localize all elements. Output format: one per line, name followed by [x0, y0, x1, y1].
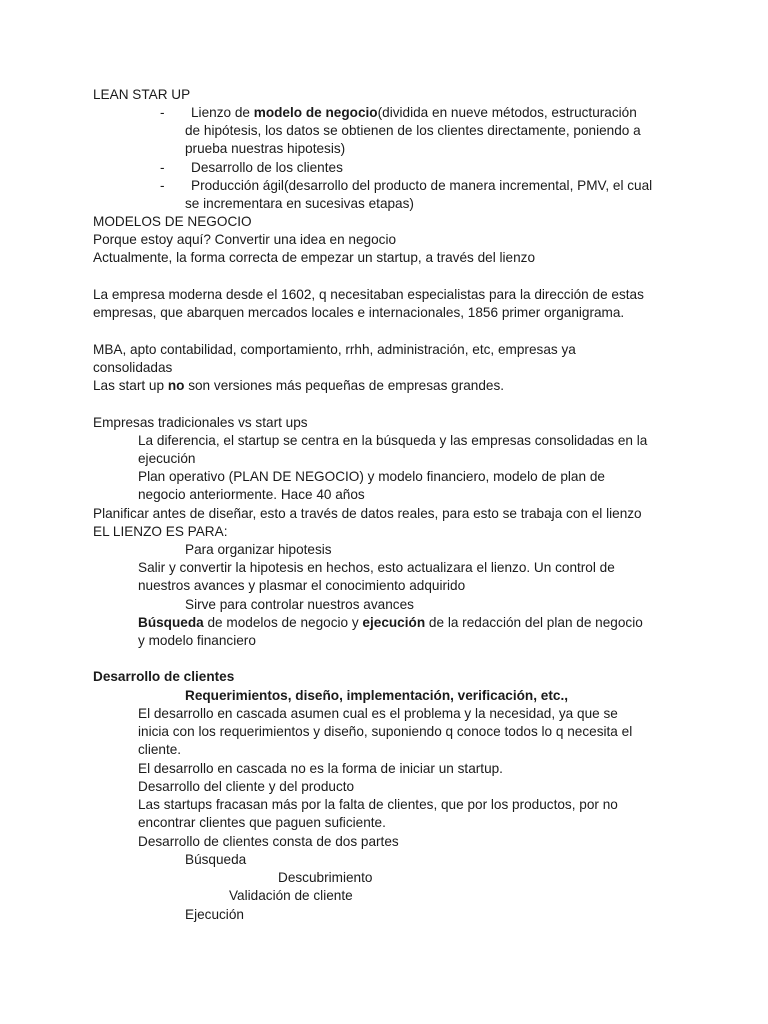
cascada-no-line: El desarrollo en cascada no es la forma de iniciar un startup. — [138, 761, 503, 776]
requerimientos-line: Requerimientos, diseño, implementación, verificación, etc., — [185, 688, 568, 703]
descubrimiento-item: Descubrimiento — [278, 870, 373, 885]
bullet-produccion-line1: Producción ágil(desarrollo del producto de manera incremental, PMV, el cual — [191, 178, 653, 193]
mba-line1: MBA, apto contabilidad, comportamiento, rrhh, administración, etc, empresas ya — [93, 342, 576, 357]
busqueda-line1: Búsqueda de modelos de negocio y ejecución de la redacción del plan de negocio — [138, 615, 643, 630]
empresa-moderna-line1: La empresa moderna desde el 1602, q necesitaban especialistas para la dirección de estas — [93, 287, 644, 302]
validacion-item: Validación de cliente — [229, 888, 353, 903]
organizar-line: Para organizar hipotesis — [185, 542, 332, 557]
mba-line2: consolidadas — [93, 360, 173, 375]
bullet-desarrollo: Desarrollo de los clientes — [191, 160, 343, 175]
cascada-line2: inicia con los requerimientos y diseño, suponiendo q conoce todos lo q necesita el — [138, 724, 633, 739]
document-title: LEAN STAR UP — [93, 87, 191, 102]
salir-line2: nuestros avances y plasmar el conocimiento adquirido — [138, 578, 466, 593]
bullet-lienzo-line3: prueba nuestras hipotesis) — [185, 141, 346, 156]
bullet-dash: - — [160, 105, 165, 120]
plan-line2: negocio anteriormente. Hace 40 años — [138, 487, 365, 502]
fracasan-line1: Las startups fracasan más por la falta de clientes, que por los productos, por no — [138, 797, 618, 812]
busqueda-item: Búsqueda — [185, 852, 247, 867]
diferencia-line2: ejecución — [138, 451, 196, 466]
busqueda-line2: y modelo financiero — [138, 633, 256, 648]
modelos-heading: MODELOS DE NEGOCIO — [93, 214, 252, 229]
bullet-lienzo-line1: Lienzo de modelo de negocio(dividida en nueve métodos, estructuración — [191, 105, 637, 120]
tradicionales-line: Empresas tradicionales vs start ups — [93, 415, 308, 430]
fracasan-line2: encontrar clientes que paguen suficiente. — [138, 815, 386, 830]
consta-line: Desarrollo de clientes consta de dos partes — [138, 834, 399, 849]
planificar-line: Planificar antes de diseñar, esto a través de datos reales, para esto se trabaja con el lienzo — [93, 506, 642, 521]
desarrollo-cliente-line: Desarrollo del cliente y del producto — [138, 779, 355, 794]
lienzo-para-line: EL LIENZO ES PARA: — [93, 524, 228, 539]
desarrollo-heading: Desarrollo de clientes — [93, 669, 235, 684]
ejecucion-item: Ejecución — [185, 907, 244, 922]
cascada-line3: cliente. — [138, 742, 182, 757]
cascada-line1: El desarrollo en cascada asumen cual es el problema y la necesidad, ya que se — [138, 706, 618, 721]
startups-line: Las start up no son versiones más pequeñas de empresas grandes. — [93, 378, 505, 393]
sirve-line: Sirve para controlar nuestros avances — [185, 597, 414, 612]
empresa-moderna-line2: empresas, que abarquen mercados locales e internacionales, 1856 primer organigrama. — [93, 305, 625, 320]
diferencia-line1: La diferencia, el startup se centra en la búsqueda y las empresas consolidadas en la — [138, 433, 648, 448]
bullet-dash: - — [160, 160, 165, 175]
bullet-dash: - — [160, 178, 165, 193]
porque-line: Porque estoy aquí? Convertir una idea en negocio — [93, 232, 397, 247]
bullet-lienzo-line2: de hipótesis, los datos se obtienen de los clientes directamente, poniendo a — [185, 123, 641, 138]
actualmente-line: Actualmente, la forma correcta de empezar un startup, a través del lienzo — [93, 250, 536, 265]
salir-line1: Salir y convertir la hipotesis en hechos, esto actualizara el lienzo. Un control de — [138, 560, 615, 575]
plan-line1: Plan operativo (PLAN DE NEGOCIO) y modelo financiero, modelo de plan de — [138, 469, 605, 484]
bullet-produccion-line2: se incrementara en sucesivas etapas) — [185, 196, 414, 211]
